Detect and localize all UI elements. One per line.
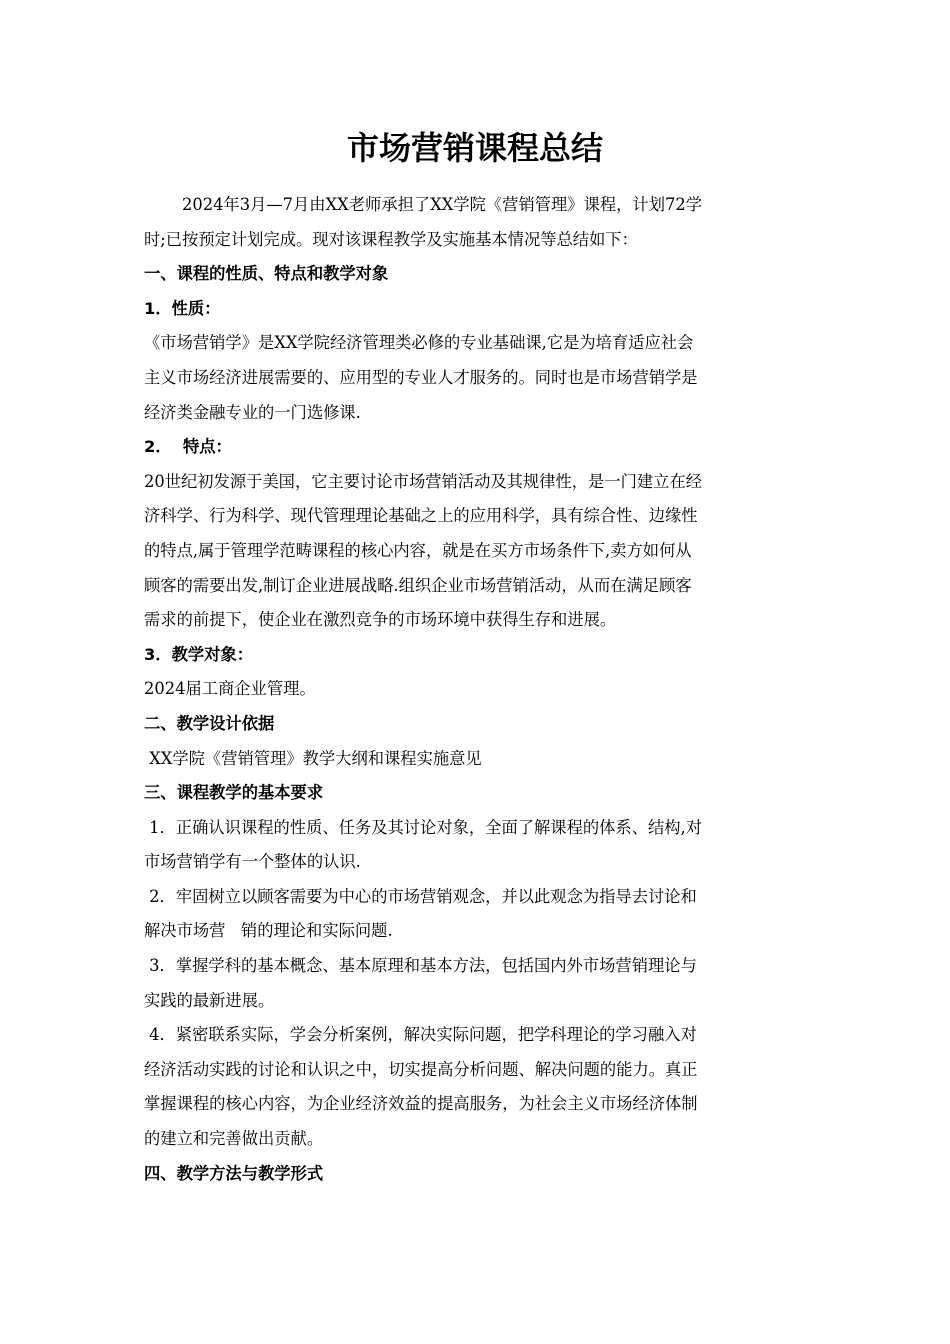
list-item-line: 的建立和完善做出贡献。 <box>144 1129 324 1149</box>
paragraph-line: 需求的前提下，使企业在激烈竞争的市场环境中获得生存和进展。 <box>144 610 617 630</box>
list-item-line: 实践的最新进展。 <box>144 990 275 1010</box>
intro-line: 时;已按预定计划完成。现对该课程教学及实施基本情况等总结如下： <box>144 229 638 249</box>
paragraph-line: 顾客的需要出发,制订企业进展战略.组织企业市场营销活动，从而在满足顾客 <box>144 575 692 595</box>
paragraph-line: 主义市场经济进展需要的、应用型的专业人才服务的。同时也是市场营销学是 <box>144 367 698 387</box>
list-item-line: 解决市场营 销的理论和实际问题. <box>144 921 393 941</box>
document-body <box>144 188 806 1191</box>
paragraph-line: 2024届工商企业管理。 <box>144 679 316 699</box>
document-title: 市场营销课程总结 <box>346 129 603 167</box>
list-item-line: 掌握课程的核心内容，为企业经济效益的提高服务，为社会主义市场经济体制 <box>144 1094 698 1114</box>
paragraph-line: 《市场营销学》是XX学院经济管理类必修的专业基础课,它是为培育适应社会 <box>144 333 694 353</box>
paragraph-line: 20世纪初发源于美国，它主要讨论市场营销活动及其规律性，是一门建立在经 <box>144 471 703 491</box>
list-item-line: 2．牢固树立以顾客需要为中心的市场营销观念，并以此观念为指导去讨论和 <box>144 886 697 906</box>
intro-line: 2024年3月—7月由XX老师承担了XX学院《营销管理》课程，计划72学 <box>182 195 702 214</box>
list-item-line: 4．紧密联系实际，学会分析案例，解决实际问题，把学科理论的学习融入对 <box>144 1025 697 1045</box>
subsection-heading: 2． 特点： <box>144 437 232 457</box>
subsection-heading: 3．教学对象： <box>144 644 254 664</box>
list-item-line: 1．正确认识课程的性质、任务及其讨论对象，全面了解课程的体系、结构,对 <box>144 817 702 837</box>
paragraph-line: 济科学、行为科学、现代管理理论基础之上的应用科学，具有综合性、边缘性 <box>144 506 698 526</box>
paragraph-line: XX学院《营销管理》教学大纲和课程实施意见 <box>144 748 482 768</box>
list-item-line: 经济活动实践的讨论和认识之中，切实提高分析问题、解决问题的能力。真正 <box>144 1059 698 1079</box>
paragraph-line: 经济类金融专业的一门选修课. <box>144 402 361 422</box>
list-item-line: 3．掌握学科的基本概念、基本原理和基本方法，包括国内外市场营销理论与 <box>144 956 697 976</box>
section-heading: 三、课程教学的基本要求 <box>144 783 324 803</box>
section-heading: 一、课程的性质、特点和教学对象 <box>144 264 389 284</box>
list-item-line: 市场营销学有一个整体的认识. <box>144 852 361 872</box>
section-heading: 二、教学设计依据 <box>144 713 275 733</box>
subsection-heading: 1．性质： <box>144 298 221 318</box>
section-heading: 四、教学方法与教学形式 <box>144 1163 324 1183</box>
paragraph-line: 的特点,属于管理学范畴课程的核心内容，就是在买方市场条件下,卖方如何从 <box>144 540 692 560</box>
